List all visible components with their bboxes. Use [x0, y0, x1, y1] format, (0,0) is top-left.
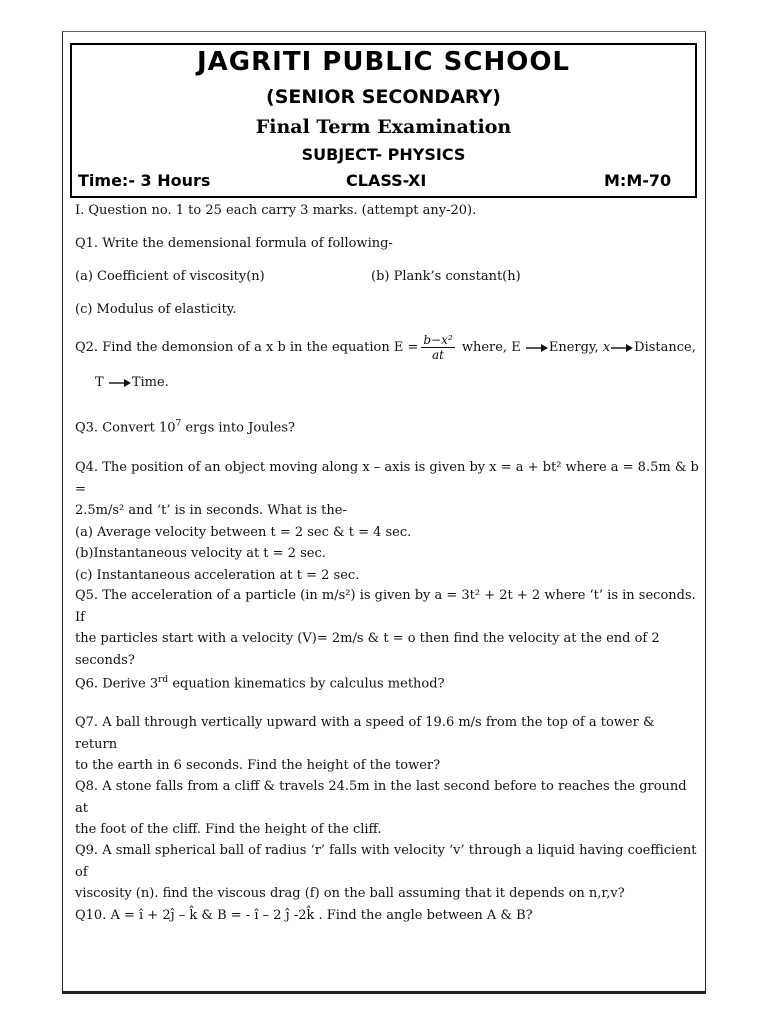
question-5-line-1: Q5. The acceleration of a particle (in m/s²) is given by a = 3t² + 2t + 2 where ‘t’ is in seconds. If: [75, 588, 696, 625]
time-label: Time.: [131, 375, 169, 390]
question-8: [75, 776, 700, 841]
question-8-line-1: Q8. A stone falls from a cliff & travels 24.5m in the last second before to reaches the ground at: [75, 779, 687, 816]
distance-label: Distance,: [634, 340, 696, 355]
question-5-line-3: seconds?: [75, 652, 135, 668]
question-1-option-a: (a) Coefficient of viscosity(n): [75, 269, 265, 284]
ordinal-suffix: rd: [158, 675, 169, 685]
fraction-numerator: b−x²: [423, 333, 453, 347]
question-6-text-end: equation kinematics by calculus method?: [168, 676, 445, 692]
question-3: [75, 414, 700, 439]
question-10: Q10. A = î + 2ĵ – k̂ & B = - î – 2 ĵ -2k̂ . Find the angle between A & B?: [75, 908, 533, 923]
question-4-option-b: (b)Instantaneous velocity at t = 2 sec.: [75, 546, 326, 561]
fraction-denominator: at: [432, 348, 445, 362]
question-5: [75, 585, 700, 671]
right-arrow-icon: [525, 343, 549, 353]
exam-title: Final Term Examination: [255, 116, 512, 138]
energy-label: Energy,: [548, 340, 599, 355]
x-variable: x: [602, 340, 611, 355]
max-marks: M:M-70: [604, 171, 672, 190]
school-name: JAGRITI PUBLIC SCHOOL: [197, 47, 570, 77]
time-duration: Time:- 3 Hours: [78, 171, 211, 190]
t-variable: T: [95, 375, 104, 390]
question-2: [75, 333, 700, 362]
question-8-line-2: the foot of the cliff. Find the height of the cliff.: [75, 822, 382, 837]
class-label: CLASS-XI: [346, 171, 427, 190]
question-9-line-1: Q9. A small spherical ball of radius ‘r’ falls with velocity ‘v’ through a liquid having coefficient of: [75, 843, 697, 880]
question-3-text-end: ergs into Joules?: [181, 420, 296, 436]
right-arrow-icon: [108, 378, 132, 388]
question-7-line-1: Q7. A ball through vertically upward with a speed of 19.6 m/s from the top of a tower & return: [75, 715, 655, 752]
question-6: [75, 670, 700, 695]
question-9-line-2: viscosity (n). find the viscous drag (f) on the ball assuming that it depends on n,r,v?: [75, 886, 625, 901]
question-1-option-b: (b) Plank’s constant(h): [371, 269, 521, 284]
question-2-text: Q2. Find the demonsion of a x b in the equation E =: [75, 340, 419, 355]
question-4-line-2: 2.5m/s² and ‘t’ is in seconds. What is the-: [75, 503, 347, 518]
question-7: [75, 712, 700, 777]
question-7-line-2: to the earth in 6 seconds. Find the height of the tower?: [75, 758, 441, 773]
right-arrow-icon: [610, 343, 634, 353]
equation-fraction: [421, 333, 454, 362]
exponent: 7: [175, 419, 182, 429]
question-1: Q1. Write the demensional formula of following-: [75, 236, 393, 251]
question-3-text: Q3. Convert 10: [75, 420, 176, 436]
question-6-text: Q6. Derive 3: [75, 676, 159, 692]
question-5-line-2: the particles start with a velocity (V)= 2m/s & t = o then find the velocity at the end of 2: [75, 631, 660, 646]
question-4-option-c: (c) Instantaneous acceleration at t = 2 sec.: [75, 567, 360, 583]
school-level: (SENIOR SECONDARY): [266, 86, 501, 108]
question-4-line-1: Q4. The position of an object moving along x – axis is given by x = a + bt² where a = 8.5m & b =: [75, 460, 699, 497]
question-9: [75, 840, 700, 905]
subject-title: SUBJECT- PHYSICS: [301, 145, 466, 164]
question-2-where: where, E: [461, 340, 521, 355]
instruction: I. Question no. 1 to 25 each carry 3 marks. (attempt any-20).: [75, 203, 477, 218]
question-4-option-a: (a) Average velocity between t = 2 sec & t = 4 sec.: [75, 524, 412, 540]
question-1-option-c: (c) Modulus of elasticity.: [75, 302, 237, 317]
question-4: [75, 457, 700, 586]
question-2-line-2: [95, 372, 495, 394]
